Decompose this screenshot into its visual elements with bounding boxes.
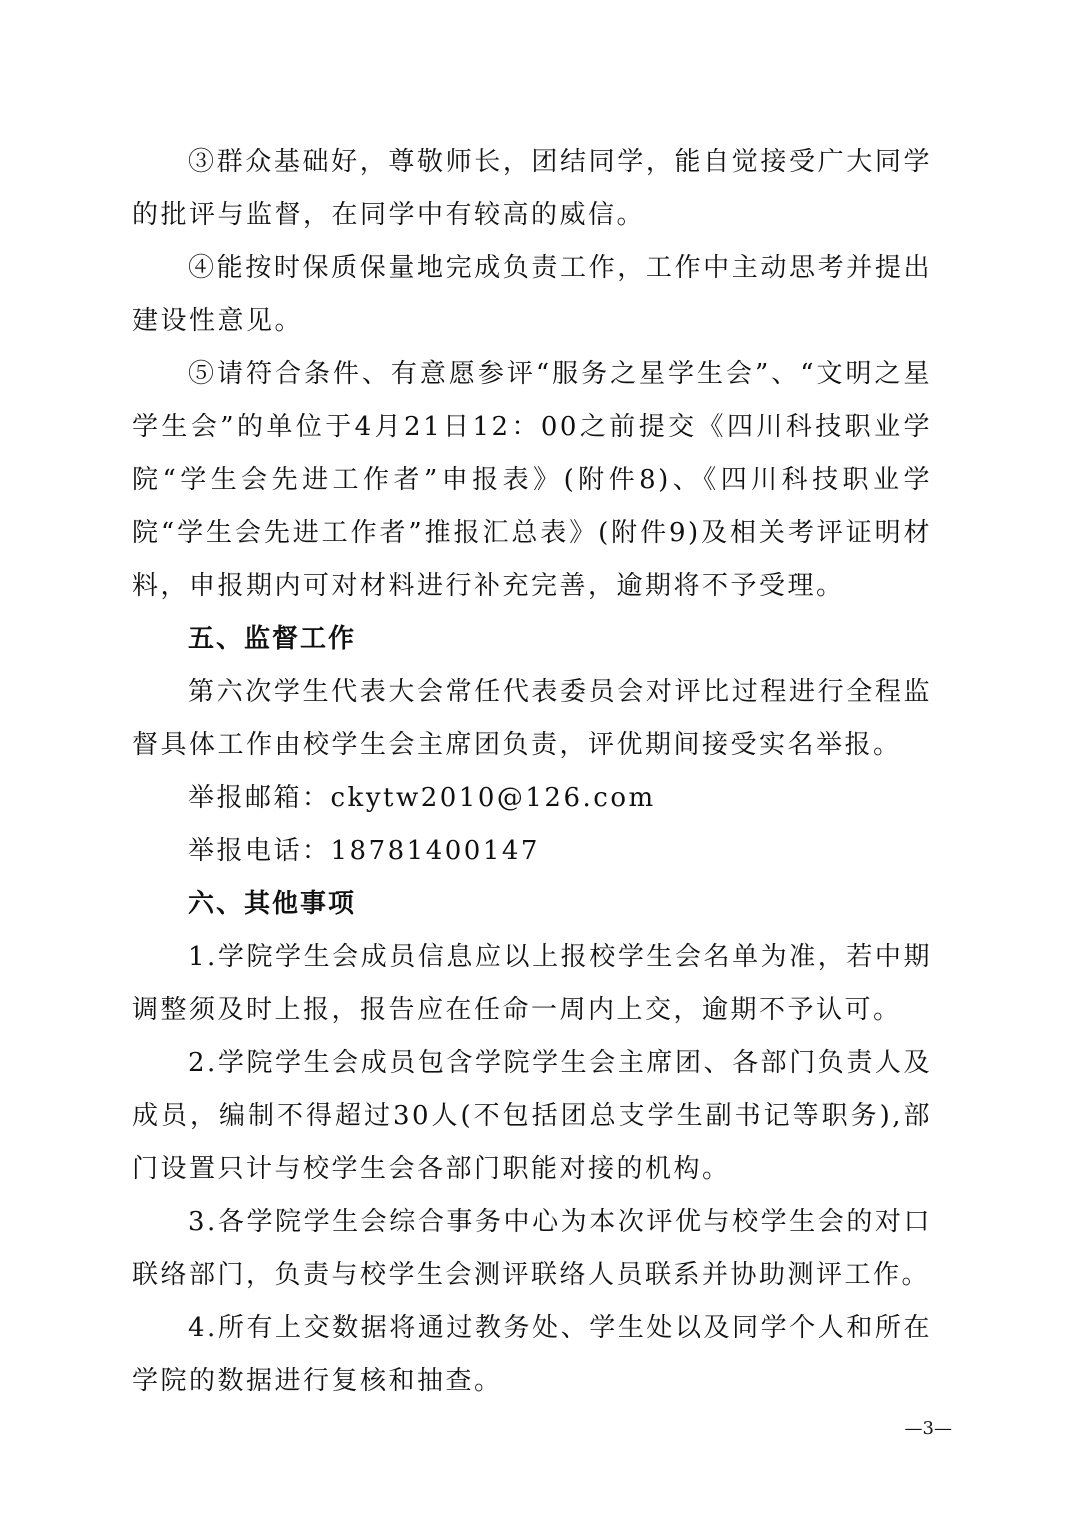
report-phone-line: 举报电话：18781400147	[188, 836, 540, 866]
section-6-item-3: 3.各学院学生会综合事务中心为本次评优与校学生会的对口联络部门，负责与校学生会测评联络人员联系并协助测评工作。	[132, 1207, 932, 1290]
section-5-heading: 五、监督工作	[188, 624, 357, 654]
document-body	[132, 136, 932, 1408]
criterion-4-paragraph: ④能按时保质保量地完成负责工作，工作中主动思考并提出建设性意见。	[132, 253, 932, 336]
section-6-item-2: 2.学院学生会成员包含学院学生会主席团、各部门负责人及成员，编制不得超过30人(不包括团总支学生副书记等职务),部门设置只计与校学生会各部门职能对接的机构。	[132, 1048, 932, 1184]
section-6-item-4: 4.所有上交数据将通过教务处、学生处以及同学个人和所在学院的数据进行复核和抽查。	[132, 1313, 932, 1396]
section-6-item-1: 1.学院学生会成员信息应以上报校学生会名单为准，若中期调整须及时上报，报告应在任命一周内上交，逾期不予认可。	[132, 942, 932, 1025]
report-email-line: 举报邮箱：ckytw2010@126.com	[188, 783, 656, 813]
page-number: —3—	[904, 1418, 952, 1439]
criterion-3-paragraph: ③群众基础好，尊敬师长，团结同学，能自觉接受广大同学的批评与监督，在同学中有较高的威信。	[132, 147, 932, 230]
criterion-5-paragraph: ⑤请符合条件、有意愿参评“服务之星学生会”、“文明之星学生会”的单位于4月21日12：00之前提交《四川科技职业学院“学生会先进工作者”申报表》(附件8)、《四川科技职业学院“学生会先进工作者”推报汇总表》(附件9)及相关考评证明材料，申报期内可对材料进行补充完善，逾期将不予受理。	[132, 359, 932, 601]
section-5-body: 第六次学生代表大会常任代表委员会对评比过程进行全程监督具体工作由校学生会主席团负责，评优期间接受实名举报。	[132, 677, 932, 760]
section-6-heading: 六、其他事项	[188, 889, 357, 919]
